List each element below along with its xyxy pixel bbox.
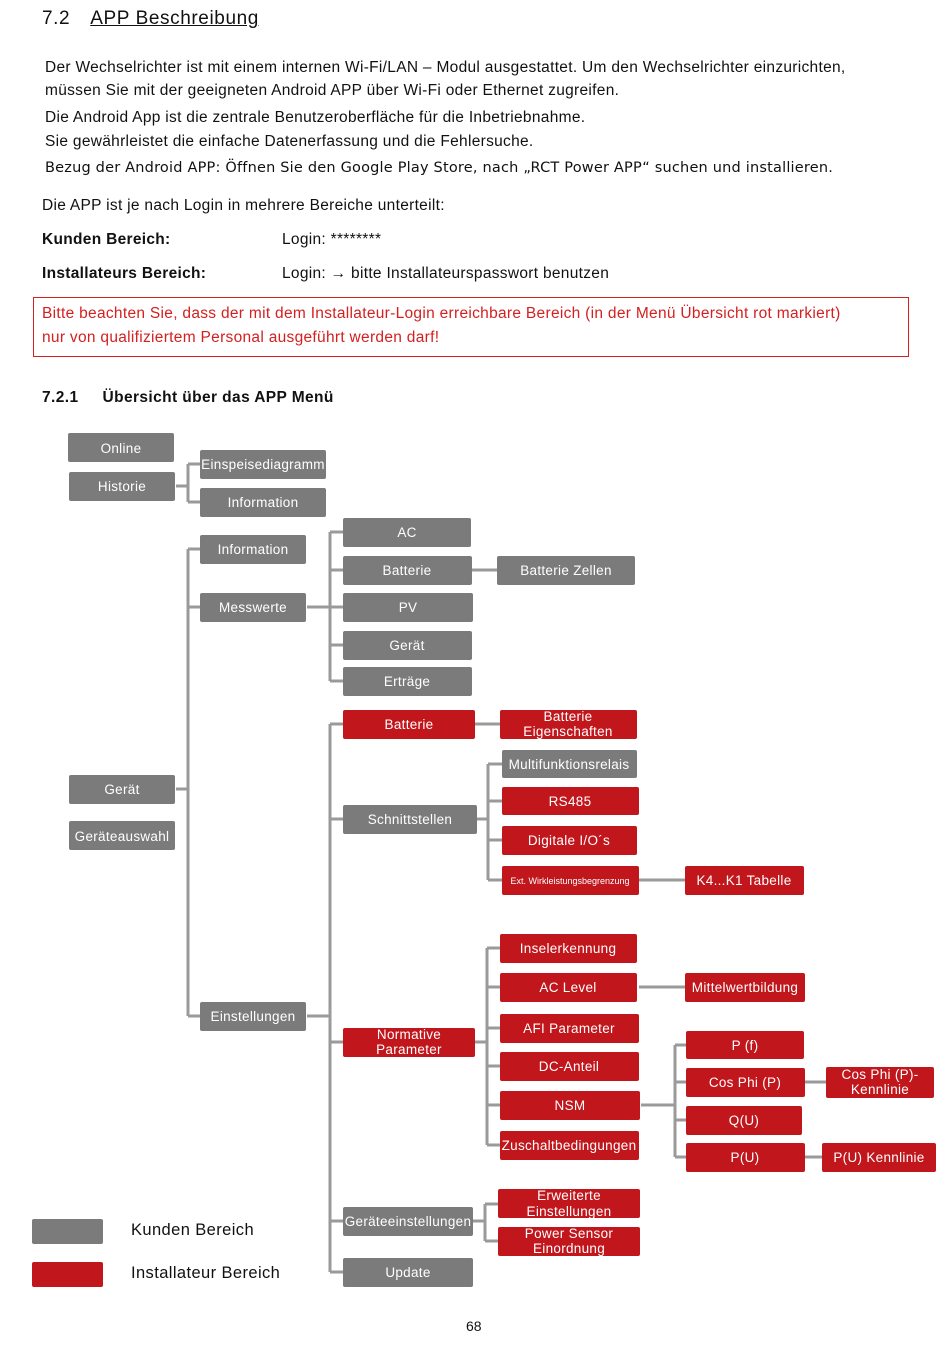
subsection-number: 7.2.1 [42,389,79,406]
node-nsm-label: NSM [554,1098,586,1113]
node-information-label: Information [217,542,289,557]
node-schnittstellen-label: Schnittstellen [367,812,453,827]
node-erweiterte-einstellungen-label-1: Erweiterte [537,1188,601,1203]
kunden-login: Login: ******** [282,231,382,248]
node-cosphi-kennlinie-label-1: Cos Phi (P)- [841,1067,919,1082]
node-batterie-label: Batterie [382,563,432,578]
intro-line-4: Sie gewährleistet die einfache Datenerfassung und die Fehlersuche. [45,133,534,150]
node-cosphi-kennlinie-label-2: Kennlinie [850,1082,910,1097]
kunden-area-label: Kunden Bereich: [42,231,171,248]
node-einspeisediagramm-label: Einspeisediagramm [201,457,325,472]
node-power-sensor-label-2: Einordnung [532,1241,606,1256]
node-qu-label: Q(U) [728,1113,760,1128]
node-rs485-label: RS485 [548,794,592,809]
node-ac-label: AC [397,525,417,540]
subsection-title: Übersicht über das APP Menü [102,389,334,406]
page-number: 68 [466,1318,482,1334]
node-afi-parameter-label: AFI Parameter [523,1021,615,1036]
node-batterie-eigenschaften-label-1: Batterie [543,709,593,724]
node-historie-information-label: Information [227,495,299,510]
node-pv-label: PV [398,600,418,615]
installer-area-nodes [343,709,936,1256]
warning-line-2: nur von qualifiziertem Personal ausgeführt werden darf! [42,329,440,346]
node-batterie-eigenschaften-label-2: Eigenschaften [523,724,613,739]
legend-swatch-installateur [32,1262,103,1287]
node-einstellungen-label: Einstellungen [210,1009,296,1024]
node-update-label: Update [385,1265,431,1280]
intro-line-3: Die Android App ist die zentrale Benutzeroberfläche für die Inbetriebnahme. [45,109,586,126]
intro-line-2: müssen Sie mit der geeigneten Android APP über Wi-Fi oder Ethernet zugreifen. [45,82,620,99]
node-batterie-zellen-label: Batterie Zellen [520,563,612,578]
node-ac-level-label: AC Level [539,980,597,995]
intro-line-5: Bezug der Android APP: Öffnen Sie den Google Play Store, nach „RCT Power APP“ suchen und installieren. [45,160,834,176]
node-cosphi-p-label: Cos Phi (P) [708,1075,782,1090]
node-historie-label: Historie [97,479,147,494]
node-power-sensor-label-1: Power Sensor [524,1226,614,1241]
node-inselerkennung-label: Inselerkennung [519,941,617,956]
node-normative-parameter-label-1: Normative [376,1027,442,1042]
node-zuschaltbedingungen-label: Zuschaltbedingungen [501,1138,637,1153]
node-messwerte-label: Messwerte [219,600,287,615]
node-multifunktionsrelais-label: Multifunktionsrelais [508,757,630,772]
node-pf-label: P (f) [731,1038,759,1053]
installateur-area-label: Installateurs Bereich: [42,265,207,282]
node-digitale-io-label: Digitale I/O´s [527,833,611,848]
legend-swatch-kunden [32,1219,103,1244]
installateur-login: Login: → bitte Installateurspasswort benutzen [282,265,610,282]
node-geraeteeinstellungen-label: Geräteeinstellungen [344,1214,472,1229]
node-pu-label: P(U) [730,1150,760,1165]
node-batterie-inst-label: Batterie [384,717,434,732]
legend-kunden-label: Kunden Bereich [131,1221,255,1239]
node-online-label: Online [100,441,142,456]
node-erweiterte-einstellungen-label-2: Einstellungen [526,1204,612,1219]
node-geraet2-label: Gerät [389,638,425,653]
node-geraet-label: Gerät [104,782,140,797]
node-ext-wirkleistungsbegrenzung-label: Ext. Wirkleistungsbegrenzung [510,876,630,886]
node-pu-kennlinie-label: P(U) Kennlinie [833,1150,925,1165]
node-normative-parameter-label-2: Parameter [376,1042,442,1057]
intro-line-1: Der Wechselrichter ist mit einem internen Wi-Fi/LAN – Modul ausgestattet. Um den Wechselrichter einzurichten, [45,59,846,76]
section-title: APP Beschreibung [90,8,259,29]
node-dc-anteil-label: DC-Anteil [538,1059,600,1074]
node-geraeteauswahl-label: Geräteauswahl [74,829,170,844]
node-ertraege-label: Erträge [383,674,431,689]
intro-line-6: Die APP ist je nach Login in mehrere Bereiche unterteilt: [42,197,445,214]
warning-line-1: Bitte beachten Sie, dass der mit dem Installateur-Login erreichbare Bereich (in der Menü Übersicht rot markiert) [42,305,841,322]
legend-installateur-label: Installateur Bereich [131,1264,281,1282]
node-mittelwertbildung-label: Mittelwertbildung [691,980,799,995]
section-number: 7.2 [42,8,71,29]
node-k4k1-tabelle-label: K4...K1 Tabelle [696,873,792,888]
